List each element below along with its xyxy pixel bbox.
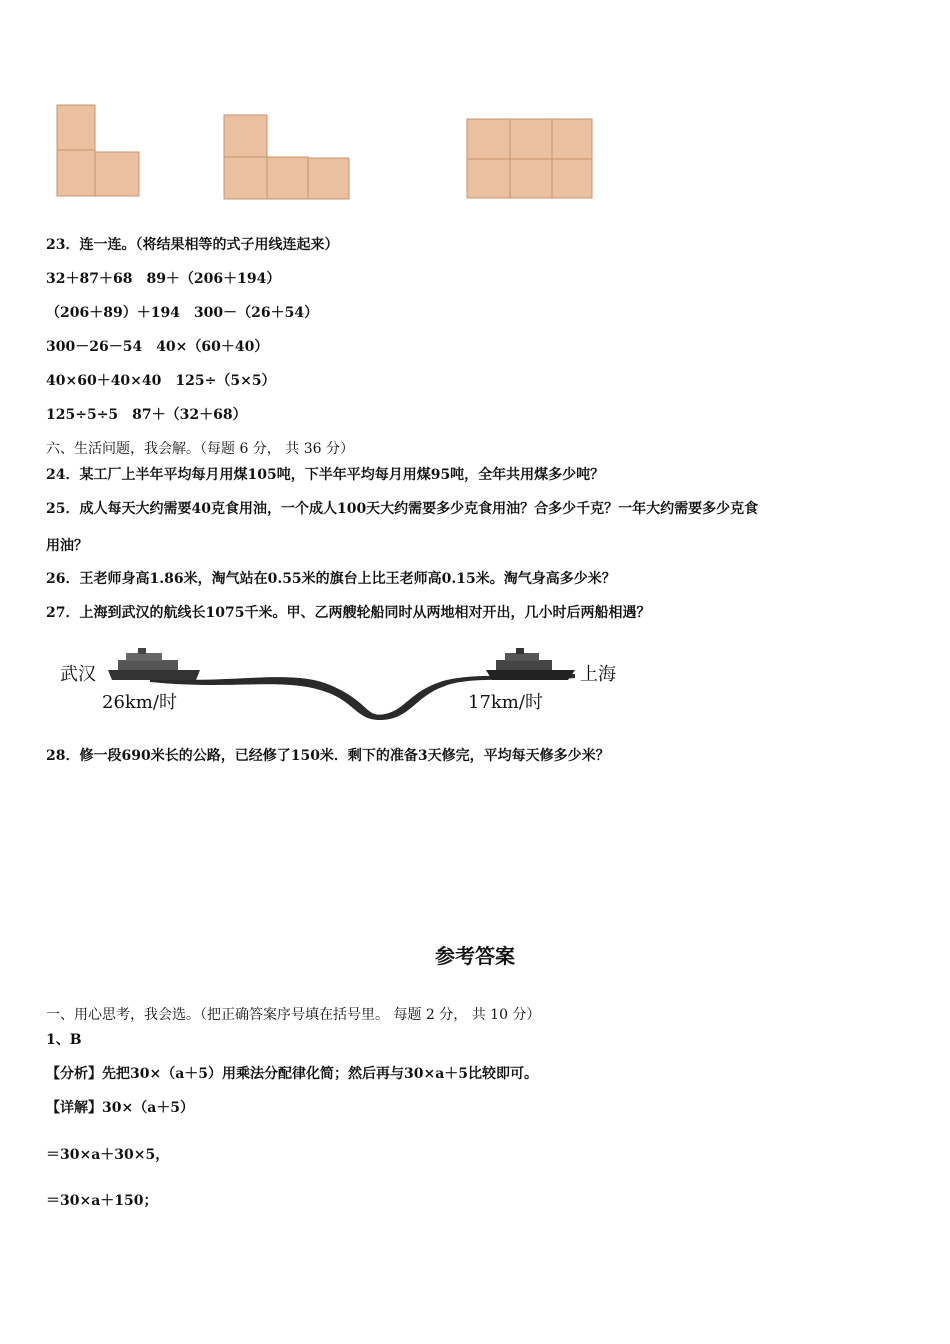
answers-section-1: 一、用心思考，我会选。（把正确答案序号填在括号里。 每题 2 分， 共 10 分） [46, 1007, 541, 1023]
shanghai-label: 上海 [580, 664, 616, 685]
wuhan-speed: 26km/时 [102, 692, 177, 713]
section-6-heading: 六、生活问题，我会解。（每题 6 分， 共 36 分） [46, 441, 354, 457]
ship-icon-shanghai [0, 640, 950, 730]
wuhan-label: 武汉 [60, 664, 96, 685]
q27: 27．上海到武汉的航线长1075千米。甲、乙两艘轮船同时从两地相对开出，几小时后两船相遇？ [46, 605, 651, 621]
q23-row: （206＋89）＋194 300－（26＋54） [46, 305, 319, 321]
answers-heading: 参考答案 [435, 944, 515, 968]
shanghai-speed: 17km/时 [468, 692, 543, 713]
q24: 24．某工厂上半年平均每月用煤105吨，下半年平均每月用煤95吨，全年共用煤多少吨？ [46, 467, 605, 483]
q25-line2: 用油？ [46, 538, 88, 554]
block-figure-3 [0, 0, 950, 220]
q27-route-figure [0, 640, 950, 730]
q28: 28．修一段690米长的公路，已经修了150米．剩下的准备3天修完，平均每天修多少米？ [46, 748, 610, 764]
q23-row: 32＋87＋68 89＋（206＋194） [46, 271, 281, 287]
answer-1-analysis: 【分析】先把30×（a＋5）用乘法分配律化简；然后再与30×a＋5比较即可。 [46, 1066, 539, 1082]
answer-1-step: ＝30×a＋30×5， [46, 1147, 170, 1163]
answer-1: 1、B [46, 1032, 82, 1048]
q23-title: 23．连一连。（将结果相等的式子用线连起来） [46, 237, 339, 253]
q23-row: 40×60＋40×40 125÷（5×5） [46, 373, 276, 389]
q25-line1: 25．成人每天大约需要40克食用油，一个成人100天大约需要多少克食用油？合多少千克？一年大约需要多少克食 [46, 501, 759, 517]
answer-1-detail: 【详解】30×（a＋5） [46, 1100, 195, 1116]
answer-1-step: ＝30×a＋150； [46, 1193, 158, 1209]
q23-row: 125÷5÷5 87＋（32＋68） [46, 407, 247, 423]
q26: 26．王老师身高1.86米，淘气站在0.55米的旗台上比王老师高0.15米。淘气身高多少米？ [46, 571, 616, 587]
q23-row: 300－26－54 40×（60＋40） [46, 339, 269, 355]
